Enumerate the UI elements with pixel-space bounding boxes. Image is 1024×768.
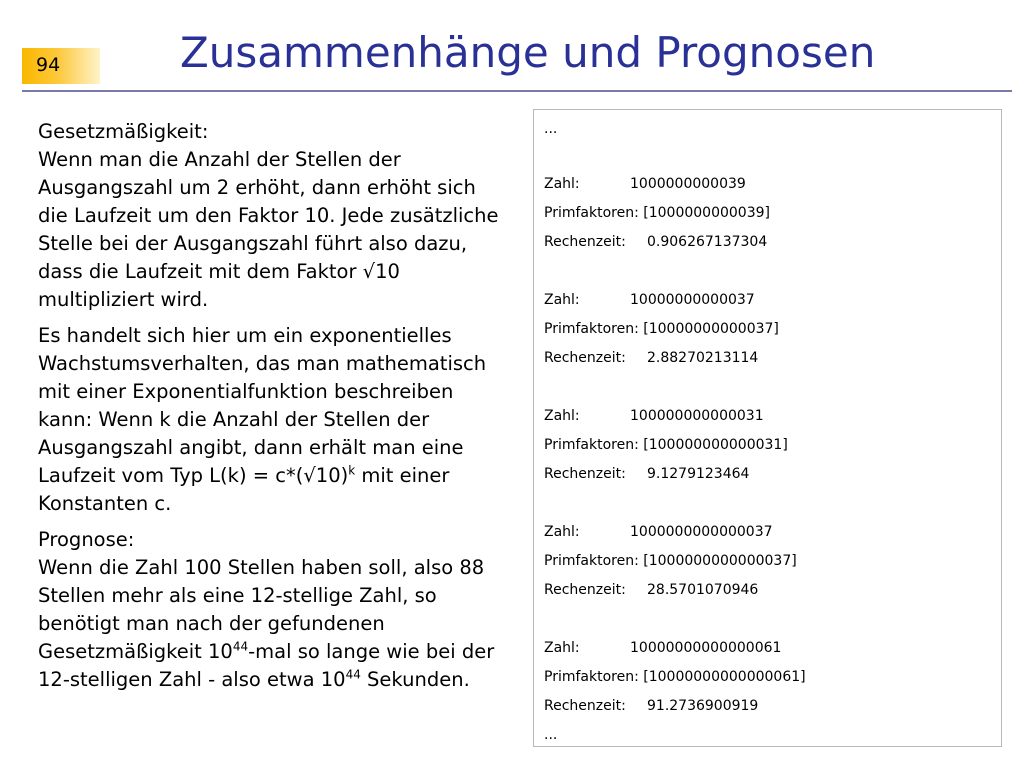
zahl-value: 1000000000039 (630, 176, 746, 192)
rechenzeit-value: 28.5701070946 (647, 582, 759, 598)
paragraph-forecast (38, 526, 508, 694)
output-rechenzeit-line (544, 349, 758, 367)
forecast-text-1: Wenn die Zahl 100 Stellen haben soll, also 88 Stellen mehr als eine 12-stellige Zahl, so benötigt man nach der gefundenen Gesetzmäßigkeit 10 (38, 556, 485, 663)
rechenzeit-label: Rechenzeit: (544, 466, 626, 482)
primfaktoren-value: [1000000000039] (643, 205, 770, 221)
page-title: Zusammenhänge und Prognosen (180, 28, 876, 77)
output-primfaktoren-line (544, 552, 797, 570)
zahl-label: Zahl: (544, 292, 580, 308)
primfaktoren-value: [100000000000031] (643, 437, 788, 453)
output-zahl-line (544, 291, 755, 309)
rechenzeit-label: Rechenzeit: (544, 698, 626, 714)
primfaktoren-value: [10000000000000061] (643, 669, 806, 685)
exponent-44-a: 44 (232, 639, 249, 654)
zahl-label: Zahl: (544, 524, 580, 540)
output-rechenzeit-line (544, 465, 749, 483)
slide-number-badge (22, 48, 100, 84)
output-primfaktoren-line (544, 320, 779, 338)
paragraph-exponential (38, 322, 508, 518)
title-divider (22, 90, 1012, 92)
zahl-value: 10000000000000061 (630, 640, 782, 656)
output-zahl-line (544, 407, 764, 425)
primfaktoren-label: Primfaktoren: (544, 669, 644, 685)
primfaktoren-label: Primfaktoren: (544, 553, 644, 569)
rechenzeit-label: Rechenzeit: (544, 350, 626, 366)
rechenzeit-value: 2.88270213114 (647, 350, 759, 366)
output-rechenzeit-line (544, 233, 767, 251)
rechenzeit-value: 0.906267137304 (647, 234, 768, 250)
output-zahl-line (544, 175, 746, 193)
forecast-text-2: -mal so lange wie bei der 12-stelligen Zahl - also etwa 10 (38, 640, 495, 691)
output-primfaktoren-line (544, 436, 788, 454)
primfaktoren-value: [1000000000000037] (643, 553, 797, 569)
primfaktoren-label: Primfaktoren: (544, 437, 644, 453)
output-zahl-line (544, 639, 781, 657)
forecast-heading: Prognose: (38, 528, 135, 551)
output-zahl-line (544, 523, 773, 541)
exponent-k: k (348, 463, 356, 478)
exponential-text: Es handelt sich hier um ein exponentielles Wachstumsverhalten, das man mathematisch mit einer Exponentialfunktion beschreiben kann: Wenn k die Anzahl der Stellen der Ausgangszahl angibt, dann erhält man eine Laufzeit vom Typ L(k) = c*(√10) (38, 324, 487, 487)
paragraph-rule (38, 118, 508, 314)
output-rechenzeit-line (544, 697, 758, 715)
zahl-label: Zahl: (544, 640, 580, 656)
zahl-label: Zahl: (544, 408, 580, 424)
zahl-value: 1000000000000037 (630, 524, 773, 540)
ellipsis-bottom: ... (544, 727, 558, 743)
output-primfaktoren-line (544, 204, 770, 222)
exponential-text-end: mit einer Konstanten c. (38, 464, 450, 515)
forecast-text-3: Sekunden. (360, 668, 470, 691)
primfaktoren-label: Primfaktoren: (544, 205, 644, 221)
slide-number: 94 (36, 54, 61, 76)
rechenzeit-value: 9.1279123464 (647, 466, 750, 482)
rechenzeit-value: 91.2736900919 (647, 698, 759, 714)
output-primfaktoren-line (544, 668, 806, 686)
rechenzeit-label: Rechenzeit: (544, 234, 626, 250)
rule-body: Wenn man die Anzahl der Stellen der Ausgangszahl um 2 erhöht, dann erhöht sich die Laufzeit um den Faktor 10. Jede zusätzliche Stelle bei der Ausgangszahl führt also dazu, dass die Laufzeit mit dem Faktor √10 multipliziert wird. (38, 148, 499, 311)
rechenzeit-label: Rechenzeit: (544, 582, 626, 598)
explanation-text (38, 118, 508, 702)
zahl-value: 10000000000037 (630, 292, 755, 308)
ellipsis-top: ... (544, 121, 558, 137)
zahl-value: 100000000000031 (630, 408, 764, 424)
primfaktoren-value: [10000000000037] (643, 321, 779, 337)
rule-heading: Gesetzmäßigkeit: (38, 120, 209, 143)
primfaktoren-label: Primfaktoren: (544, 321, 644, 337)
program-output-panel (533, 109, 1002, 747)
zahl-label: Zahl: (544, 176, 580, 192)
output-rechenzeit-line (544, 581, 758, 599)
exponent-44-b: 44 (345, 667, 361, 682)
